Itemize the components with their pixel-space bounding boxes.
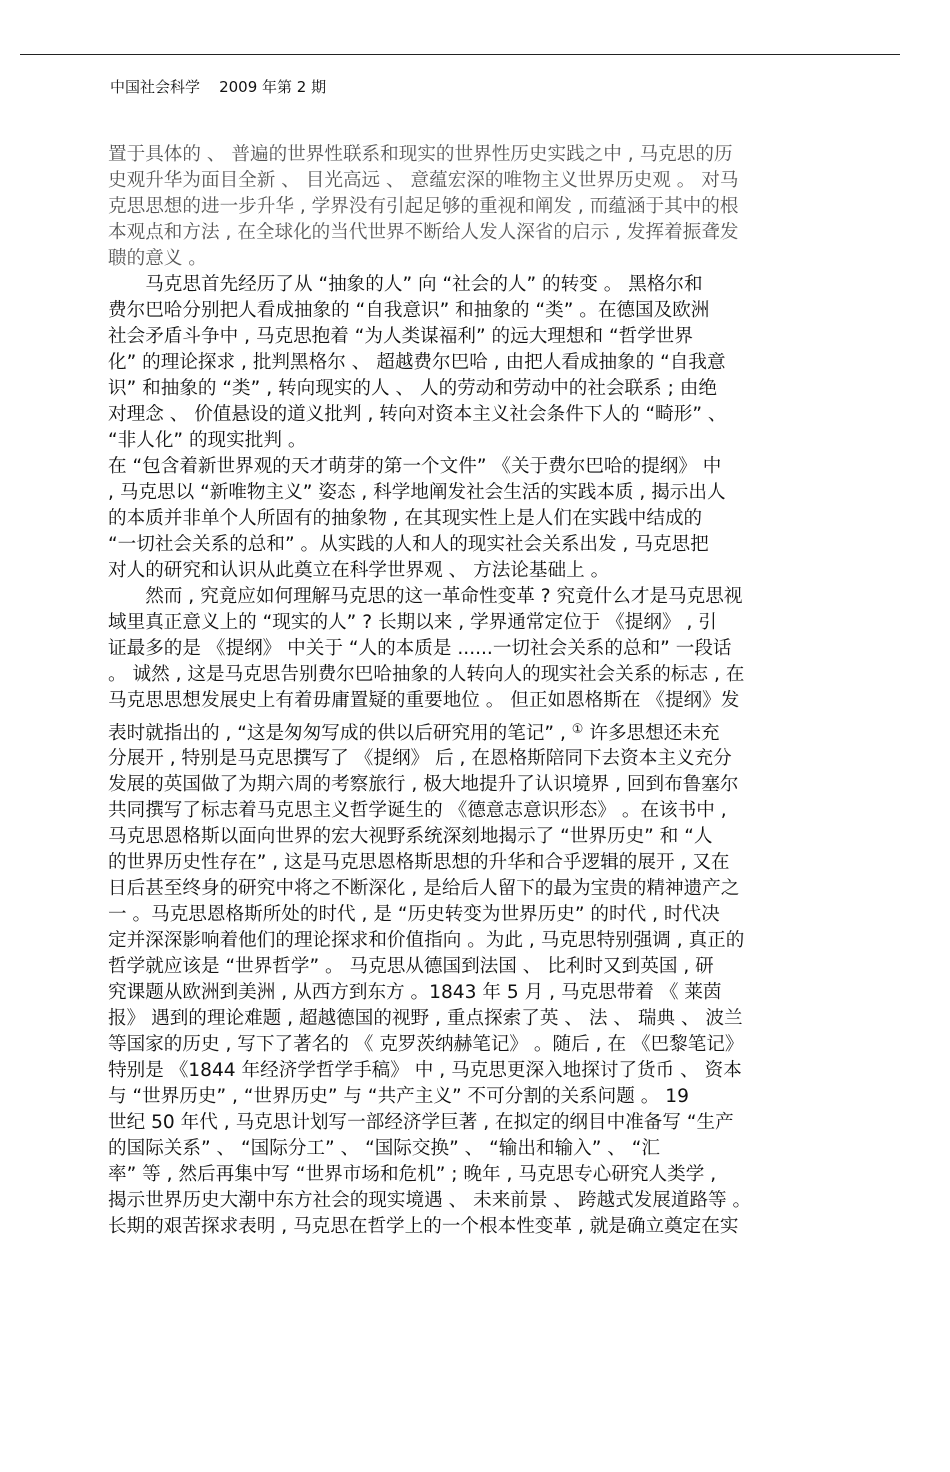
text-line: 的本质并非单个人所固有的抽象物 , 在其现实性上是人们在实践中结成的 [108,508,703,529]
text-line: 对人的研究和认识从此奠立在科学世界观 、 方法论基础上 。 [108,560,610,581]
text-line: 长期的艰苦探求表明 , 马克思在哲学上的一个根本性变革 , 就是确立奠定在实 [108,1216,739,1237]
text-line: , 马克思以 “新唯物主义” 姿态 , 科学地阐发社会生活的实践本质 , 揭示出人 [108,482,726,503]
text-line: 化” 的理论探求 , 批判黑格尔 、 超越费尔巴哈 , 由把人看成抽象的 “自我意 [108,352,726,373]
text-line: 对理念 、 价值悬设的道义批判 , 转向对资本主义社会条件下人的 “畸形” 、 [108,404,727,425]
text-line: 共同撰写了标志着马克思主义哲学诞生的 《德意志意识形态》 。在该书中 , [108,800,727,821]
text-line: 一 。马克思恩格斯所处的时代 , 是 “历史转变为世界历史” 的时代 , 时代决 [108,904,720,925]
text-line: 然而 , 究竟应如何理解马克思的这一革命性变革 ? 究竟什么才是马克思视 [108,586,743,607]
text-line: 聩的意义 。 [108,248,207,269]
text-line: 识” 和抽象的 “类” , 转向现实的人 、 人的劳动和劳动中的社会联系 ; 由绝 [108,378,717,399]
article-body [108,142,844,1240]
text-line: 本观点和方法 , 在全球化的当代世界不断给人发人深省的启示 , 发挥着振聋发 [108,222,739,243]
text-line: 与 “世界历史” , “世界历史” 与 “共产主义” 不可分割的关系问题 。 19 [108,1086,689,1107]
text-line: “非人化” 的现实批判 。 [108,430,307,451]
text-line: 费尔巴哈分别把人看成抽象的 “自我意识” 和抽象的 “类” 。在德国及欧洲 [108,300,710,321]
header-rule [20,54,900,55]
text-line: 在 “包含着新世界观的天才萌芽的第一个文件” 《关于费尔巴哈的提纲》 中 [108,456,722,477]
text-line: 。 诚然 , 这是马克思告别费尔巴哈抽象的人转向人的现实社会关系的标志 , 在 [108,664,745,685]
text-line: 定并深深影响着他们的理论探求和价值指向 。为此 , 马克思特别强调 , 真正的 [108,930,745,951]
text-line: 报》 遇到的理论难题 , 超越德国的视野 , 重点探索了英 、 法 、 瑞典 、 波兰 [108,1008,743,1029]
text-line: 率” 等 , 然后再集中写 “世界市场和危机” ; 晚年 , 马克思专心研究人类学 , [108,1164,717,1185]
text-line: 克思思想的进一步升华 , 学界没有引起足够的重视和阐发 , 而蕴涵于其中的根 [108,196,739,217]
text-line: 的世界历史性存在” , 这是马克思恩格斯思想的升华和合乎逻辑的展开 , 又在 [108,852,730,873]
issue-number: 2009 年第 2 期 [219,78,327,96]
text-line: 马克思恩格斯以面向世界的宏大视野系统深刻地揭示了 “世界历史” 和 “人 [108,826,713,847]
text-line: 揭示世界历史大潮中东方社会的现实境遇 、 未来前景 、 跨越式发展道路等 。 [108,1190,752,1211]
text-line: 置于具体的 、 普遍的世界性联系和现实的世界性历史实践之中 , 马克思的历 [108,144,733,165]
text-line-segment: 表时就指出的 , “这是匆匆写成的供以后研究用的笔记” , [108,723,572,744]
text-line: 证最多的是 《提纲》 中关于 “人的本质是 ......一切社会关系的总和” 一段话 [108,638,732,659]
text-line: 社会矛盾斗争中 , 马克思抱着 “为人类谋福利” 的远大理想和 “哲学世界 [108,326,693,347]
text-line: 分展开 , 特别是马克思撰写了 《提纲》 后 , 在恩格斯陪同下去资本主义充分 [108,748,732,769]
journal-name: 中国社会科学 [110,78,201,96]
text-line: 日后甚至终身的研究中将之不断深化 , 是给后人留下的最为宝贵的精神遗产之 [108,878,740,899]
text-line: 哲学就应该是 “世界哲学” 。 马克思从德国到法国 、 比利时又到英国 , 研 [108,956,714,977]
text-line: 等国家的历史 , 写下了著名的 《 克罗茨纳赫笔记》 。随后 , 在 《巴黎笔记》 [108,1034,744,1055]
text-line: 发展的英国做了为期六周的考察旅行 , 极大地提升了认识境界 , 回到布鲁塞尔 [108,774,739,795]
text-line: 究课题从欧洲到美洲 , 从西方到东方 。1843 年 5 月 , 马克思带着 《 莱茵 [108,982,722,1003]
text-line: 特别是 《1844 年经济学哲学手稿》 中 , 马克思更深入地探讨了货币 、 资本 [108,1060,742,1081]
text-line: 的国际关系” 、 “国际分工” 、 “国际交换” 、 “输出和输入” 、 “汇 [108,1138,661,1159]
text-line: 马克思思想发展史上有着毋庸置疑的重要地位 。 但正如恩格斯在 《提纲》发 [108,690,740,711]
footnote-marker[interactable]: ① [571,722,584,737]
text-line: “一切社会关系的总和” 。从实践的人和人的现实社会关系出发 , 马克思把 [108,534,709,555]
text-line: 世纪 50 年代 , 马克思计划写一部经济学巨著 , 在拟定的纲目中准备写 “生产 [108,1112,734,1133]
text-line: 史观升华为面目全新 、 目光高远 、 意蕴宏深的唯物主义世界历史观 。 对马 [108,170,739,191]
text-line: 域里真正意义上的 “现实的人” ? 长期以来 , 学界通常定位于 《提纲》 , 引 [108,612,717,633]
text-line [108,714,844,746]
text-line-segment: 许多思想还未充 [583,723,720,744]
running-header [110,76,326,97]
text-line: 马克思首先经历了从 “抽象的人” 向 “社会的人” 的转变 。 黑格尔和 [108,274,703,295]
